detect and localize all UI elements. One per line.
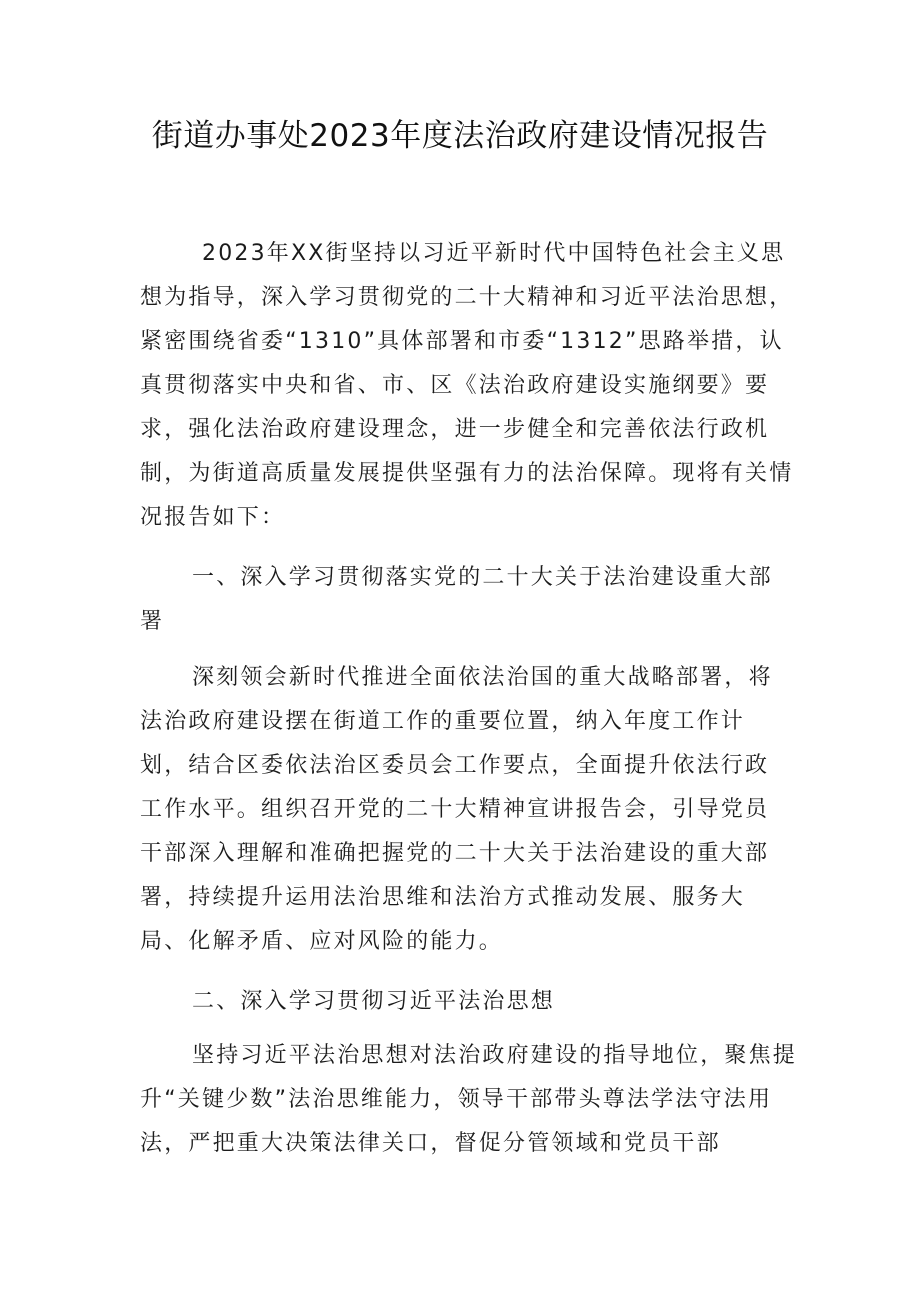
section-1-heading: 一、深入学习贯彻落实党的二十大关于法治建设重大部署 [140,565,773,634]
intro-paragraph: 2023年XX街坚持以习近平新时代中国特色社会主义思想为指导，深入学习贯彻党的二十大精神和习近平法治思想，紧密围绕省委“1310”具体部署和市委“1312”思路举措，认真贯彻落实中央和省、市、区《法治政府建设实施纲要》要求，强化法治政府建设理念，进一步健全和完善依法行政机制，为街道高质量发展提供坚强有力的法治保障。现将有关情况报告如下： [140,241,794,530]
section-2-body: 坚持习近平法治思想对法治政府建设的指导地位，聚焦提升“关键少数”法治思维能力，领导干部带头尊法学法守法用法，严把重大决策法律关口，督促分管领域和党员干部 [140,1043,798,1156]
section-1-body: 深刻领会新时代推进全面依法治国的重大战略部署，将法治政府建设摆在街道工作的重要位置，纳入年度工作计划，结合区委依法治区委员会工作要点，全面提升依法行政工作水平。组织召开党的二十大精神宣讲报告会，引导党员干部深入理解和准确把握党的二十大关于法治建设的重大部署，持续提升运用法治思维和法治方式推动发展、服务大局、化解矛盾、应对风险的能力。 [140,665,773,954]
section-2-heading: 二、深入学习贯彻习近平法治思想 [192,989,556,1014]
document-title: 街道办事处2023年度法治政府建设情况报告 [151,118,769,154]
